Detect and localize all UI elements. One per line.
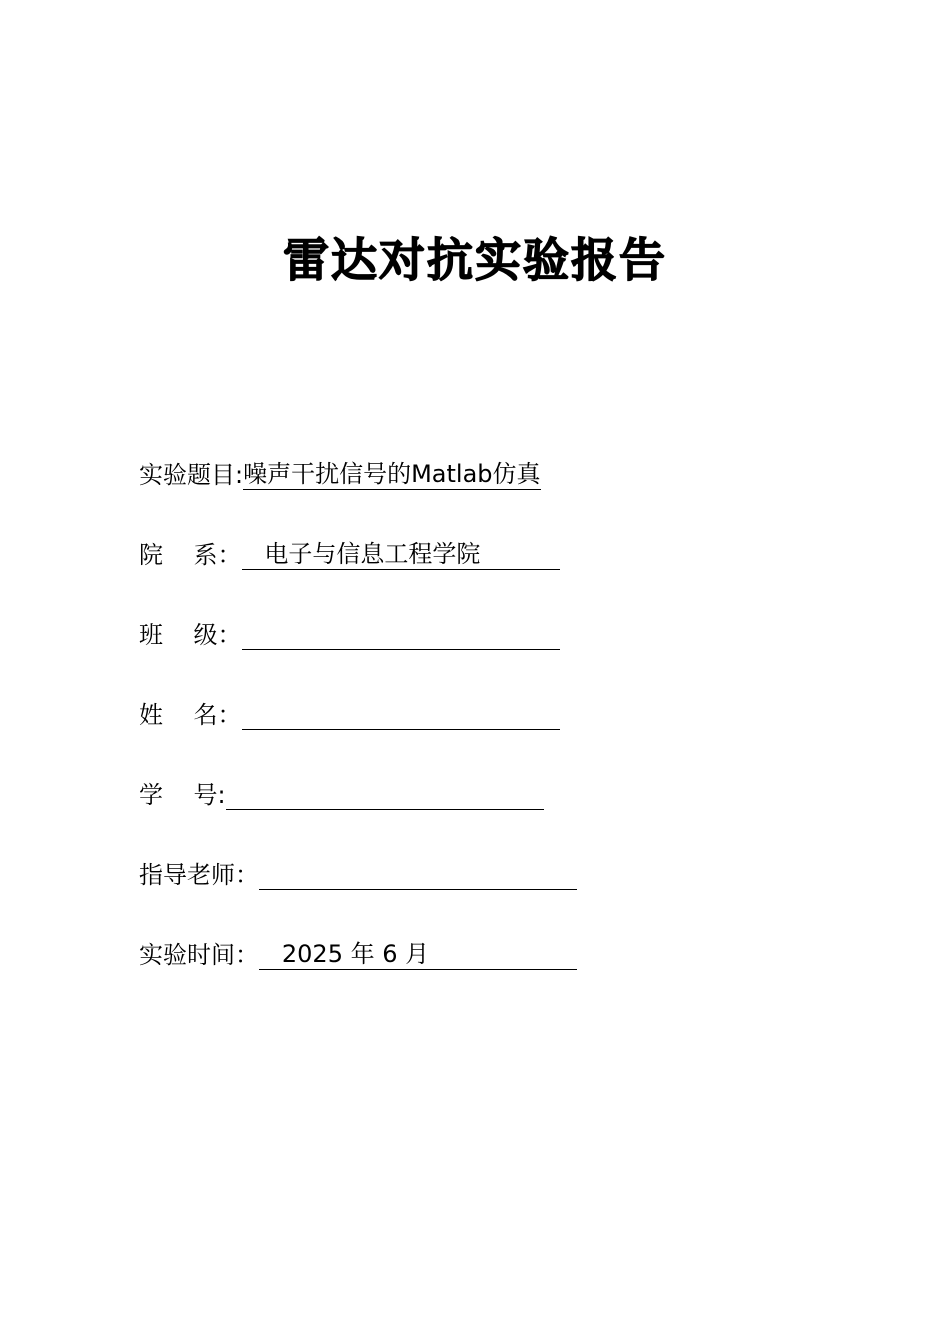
field-date — [139, 930, 577, 970]
advisor-label: 指导老师： — [139, 861, 259, 889]
name-value — [242, 699, 560, 730]
field-department — [139, 530, 560, 570]
name-label: 姓 名： — [139, 701, 242, 729]
field-class — [139, 610, 560, 650]
field-student-id — [139, 770, 544, 810]
topic-label: 实验题目: — [139, 461, 244, 489]
student-id-value — [226, 779, 544, 810]
field-name — [139, 690, 560, 730]
class-value — [242, 619, 560, 650]
topic-value: 噪声干扰信号的Matlab仿真 — [243, 460, 541, 488]
field-topic — [139, 450, 541, 490]
student-id-label: 学 号: — [139, 781, 226, 809]
field-advisor — [139, 850, 577, 890]
date-value: 2025 年 6 月 — [259, 939, 577, 970]
advisor-value — [259, 859, 577, 890]
department-label: 院 系： — [139, 541, 242, 569]
department-value: 电子与信息工程学院 — [242, 539, 560, 570]
report-title: 雷达对抗实验报告 — [283, 233, 667, 287]
class-label: 班 级： — [139, 621, 242, 649]
date-label: 实验时间： — [139, 941, 259, 969]
